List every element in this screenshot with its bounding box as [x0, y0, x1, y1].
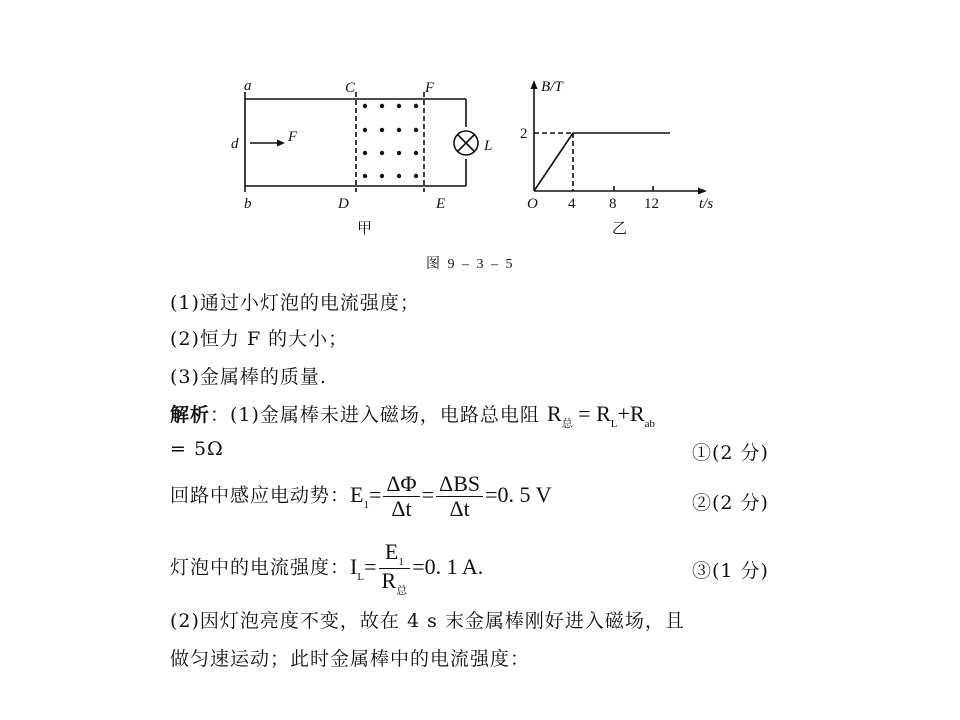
- magnetic-field-dots: [363, 104, 418, 178]
- question-3: (3)金属棒的质量.: [170, 366, 327, 388]
- solution-line-4: [170, 540, 483, 597]
- label-b: b: [244, 196, 252, 212]
- solution-line-1-text: ：(1)金属棒未进入磁场，电路总电阻: [210, 404, 547, 426]
- force-arrow-head: [277, 140, 285, 147]
- question-1: (1)通过小灯泡的电流强度；: [170, 292, 420, 314]
- emf-label: 回路中感应电动势：: [170, 484, 351, 507]
- solution-line-3: [170, 472, 552, 521]
- label-force: F: [288, 129, 298, 145]
- emf-formula: $E_1=$ $\frac{\Delta\Phi}{\Delta t}$ = $\frac{\text{ΔBS}}{\Delta t}$ =0. 5 V: [350, 471, 552, 521]
- question-2: (2)恒力 F 的大小；: [170, 328, 349, 350]
- y-tick-2: 2: [520, 126, 528, 142]
- score-3: ③(1 分): [692, 560, 769, 582]
- figure-number: 图 9 – 3 – 5: [426, 257, 515, 272]
- fraction-dphi-dt: $\frac{\Delta\Phi}{\Delta t}$: [383, 472, 419, 521]
- caption-jia: 甲: [357, 221, 373, 237]
- label-d-bottom: D: [338, 196, 349, 212]
- x-tick-4: 4: [568, 196, 576, 212]
- figure: [0, 0, 960, 280]
- x-tick-12: 12: [644, 196, 659, 212]
- label-d: d: [231, 136, 239, 152]
- score-1: ①(2 分): [692, 442, 769, 464]
- b-curve-ramp: [534, 133, 573, 191]
- bt-graph-yi: [531, 80, 708, 195]
- solution-line-2: = 5Ω: [170, 438, 224, 460]
- y-axis-label: B/T: [541, 79, 563, 95]
- circuit-diagram-jia: [245, 92, 478, 192]
- label-lamp: L: [484, 138, 493, 154]
- solution-line-1: [170, 400, 656, 430]
- total-resistance-formula: $R_总 = R_L+R_{ab}$: [546, 401, 656, 430]
- origin-label: O: [527, 196, 538, 212]
- current-formula: $I_L=$ $\frac{E_1}{R_总}$ =0. 1 A.: [350, 539, 484, 597]
- x-axis-label: t/s: [699, 196, 714, 212]
- y-axis-arrow: [531, 80, 538, 89]
- fraction-dbs-dt: $\frac{\text{ΔBS}}{\Delta t}$: [436, 472, 483, 521]
- solution-line-5: (2)因灯泡亮度不变，故在 4 s 末金属棒刚好进入磁场，且: [170, 610, 685, 632]
- solution-line-6: 做匀速运动；此时金属棒中的电流强度：: [170, 648, 531, 670]
- x-tick-8: 8: [609, 196, 617, 212]
- caption-yi: 乙: [612, 221, 628, 237]
- label-f-top: F: [425, 80, 435, 96]
- current-label: 灯泡中的电流强度：: [170, 556, 351, 579]
- label-a: a: [244, 78, 252, 94]
- label-c: C: [345, 80, 356, 96]
- solution-label: 解析: [170, 404, 211, 426]
- x-axis-arrow: [698, 188, 707, 195]
- label-e: E: [436, 196, 446, 212]
- fraction-e1-rtotal: $\frac{E_1}{R_总}$: [379, 540, 411, 597]
- score-2: ②(2 分): [692, 492, 769, 514]
